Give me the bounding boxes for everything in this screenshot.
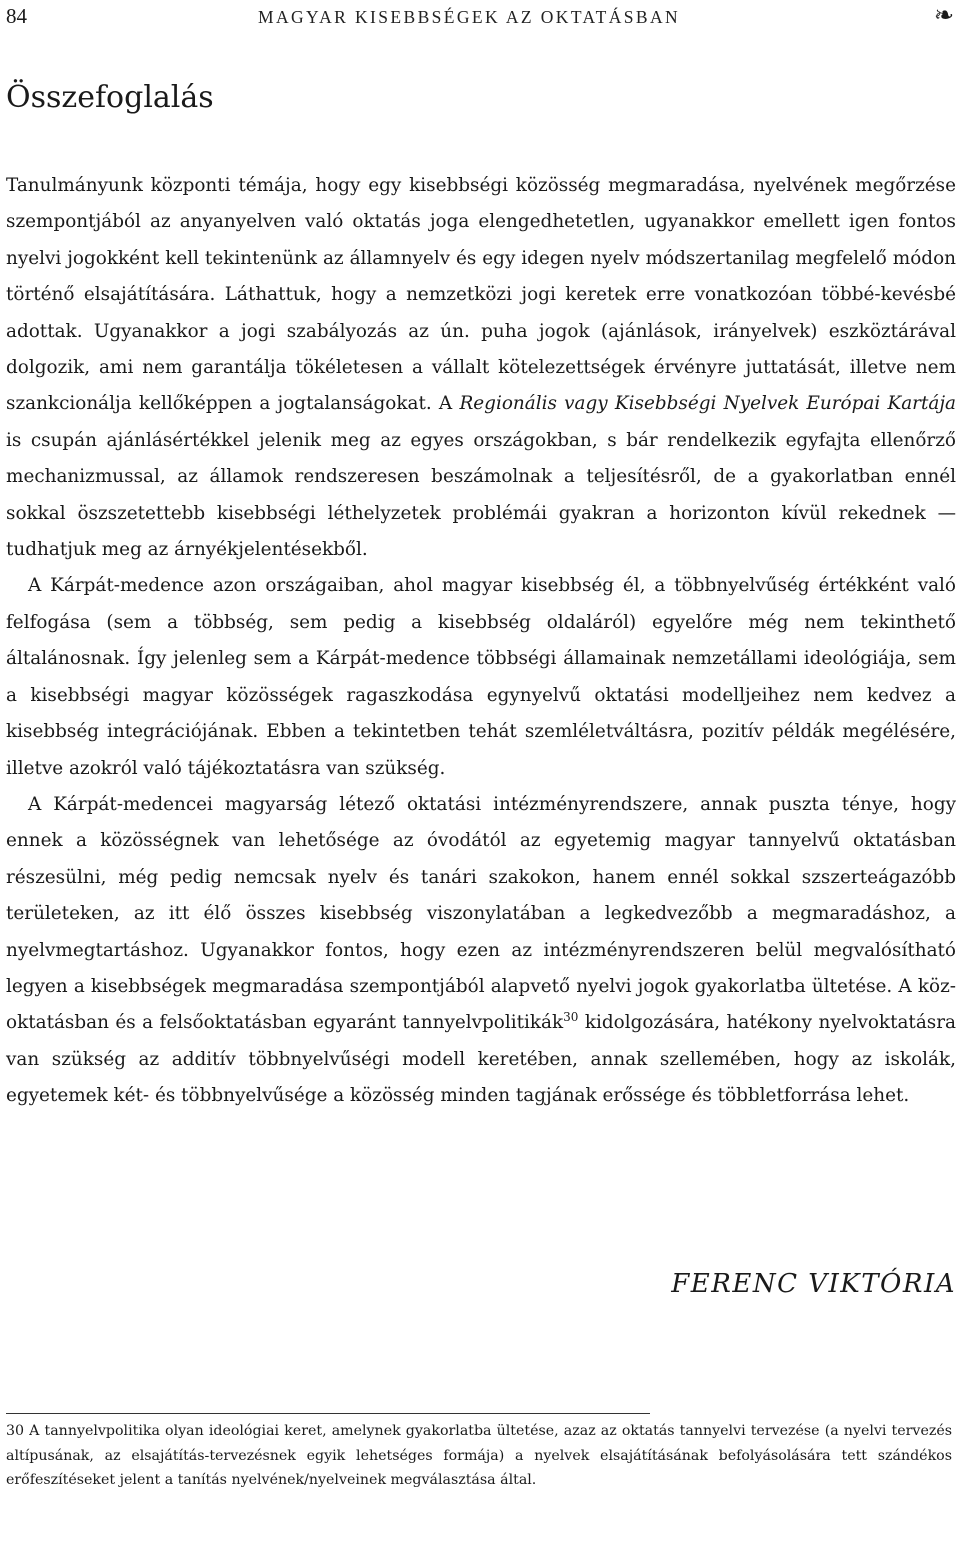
author-signature: FERENC VIKTÓRIA — [671, 1269, 956, 1299]
footnote: 30 A tannyelvpolitika olyan ideológiai keret, amelynek gyakorlatba ültetése, azaz az oktatás tannyelvi tervezése (a nyelvi tervezés altípusának, az elsajátítás-tervezésnek egyik lehetséges formája) a nyelvek elsajátításának befolyásolására tett szándékos erőfeszítéseket jelent a tanítás nyelvének/nyelveinek megválasztása által. — [6, 1423, 952, 1489]
paragraph-2: A Kárpát-medence azon országaiban, ahol magyar kisebbség él, a többnyelvűség értékként való felfogása (sem a többség, sem pedig a kisebbség oldaláról) egyelőre még nem tekinthető általánosnak. Így jelenleg sem a Kárpát-medence többségi államainak nemzetállami ideológiája, sem a kisebbségi magyar közösségek ragaszkodása egynyelvű oktatási modelljeihez nem kedvez a kisebbség integrációjának. Ebben a tekintetben tehát szemléletváltásra, pozitív példák megélésére, illetve azokról való tájékoztatásra van szükség. — [6, 575, 956, 779]
paragraph-1-text-a: Tanulmányunk központi témája, hogy egy kisebbségi közösség megmaradása, nyelvének megőrzése szempontjából az anyanyelven való oktatás joga elengedhetetlen, ugyanakkor emellett igen fontos nyelvi jogokként kell tekintenünk az államnyelv és egy idegen nyelv módszertanilag megfelelő módon történő elsajátítására. Láthattuk, hogy a nemzetközi jogi keretek erre vonatkozóan többé-kevésbé adottak. Ugyanakkor a jogi szabályozás az ún. puha jogok (ajánlások, irányelvek) eszköztárával dolgozik, ami nem garantálja tökéletesen a vállalt kötelezettségek érvényre juttatását, illetve nem szankcionálja kellőképpen a jogtalanságokat. A — [6, 175, 956, 415]
paragraph-3-text-b: kidolgozására, hatékony nyelvoktatásra van szükség az additív többnyelvűségi modell keretében, annak szellemében, hogy az iskolák, egyetemek két- és többnyelvűsége a közösség minden tagjának erőssége és többletforrása lehet. — [6, 1012, 956, 1107]
charter-title: Regionális vagy Kisebbségi Nyelvek Európai Kartája — [459, 393, 956, 415]
section-heading: Összefoglalás — [6, 80, 214, 115]
paragraph-3-text-a: A Kárpát-medencei magyarság létező oktatási intézményrendszere, annak puszta ténye, hogy ennek a közösségnek van lehetősége az óvodától az egyetemig magyar tannyelvű oktatásban részesülni, még pedig nemcsak nyelv és tanári szakokon, hanem ennél sokkal szszerteágazóbb területeken, az itt élő összes kisebbség viszonylatában a legkedvezőbb a megmaradáshoz, a nyelvmegtartáshoz. Ugyanakkor fontos, hogy ezen az intézményrendszeren belül megvalósítható legyen a kisebbségek megmaradása szempontjából alapvető nyelvi jogok gyakorlatba ültetése. A közoktatásban és a felsőoktatásban egyaránt tannyelvpolitikák — [6, 793, 956, 1034]
paragraph-1 — [6, 168, 956, 568]
running-header — [6, 2, 956, 30]
body-text — [6, 168, 956, 1115]
paragraph-3 — [6, 787, 956, 1115]
page-number: 84 — [6, 4, 27, 28]
fleuron-icon: ❧ — [933, 1, 954, 29]
running-title: MAGYAR KISEBBSÉGEK AZ OKTATÁSBAN — [258, 7, 681, 27]
footnote-ref[interactable]: 30 — [563, 1010, 579, 1025]
footnote-divider — [6, 1413, 650, 1414]
paragraph-1-text-b: is csupán ajánlásértékkel jelenik meg az egyes országokban, s bár rendelkezik egyfajta ellenőrző mechanizmussal, az államok rendszeresen beszámolnak a teljesítésről, de a gyakorlatban ennél sokkal öszszetettebb kisebbségi léthelyzetek problémái gyakran a horizonton kívül rekednek — tudhatjuk meg az árnyékjelentésekből. — [6, 429, 956, 561]
